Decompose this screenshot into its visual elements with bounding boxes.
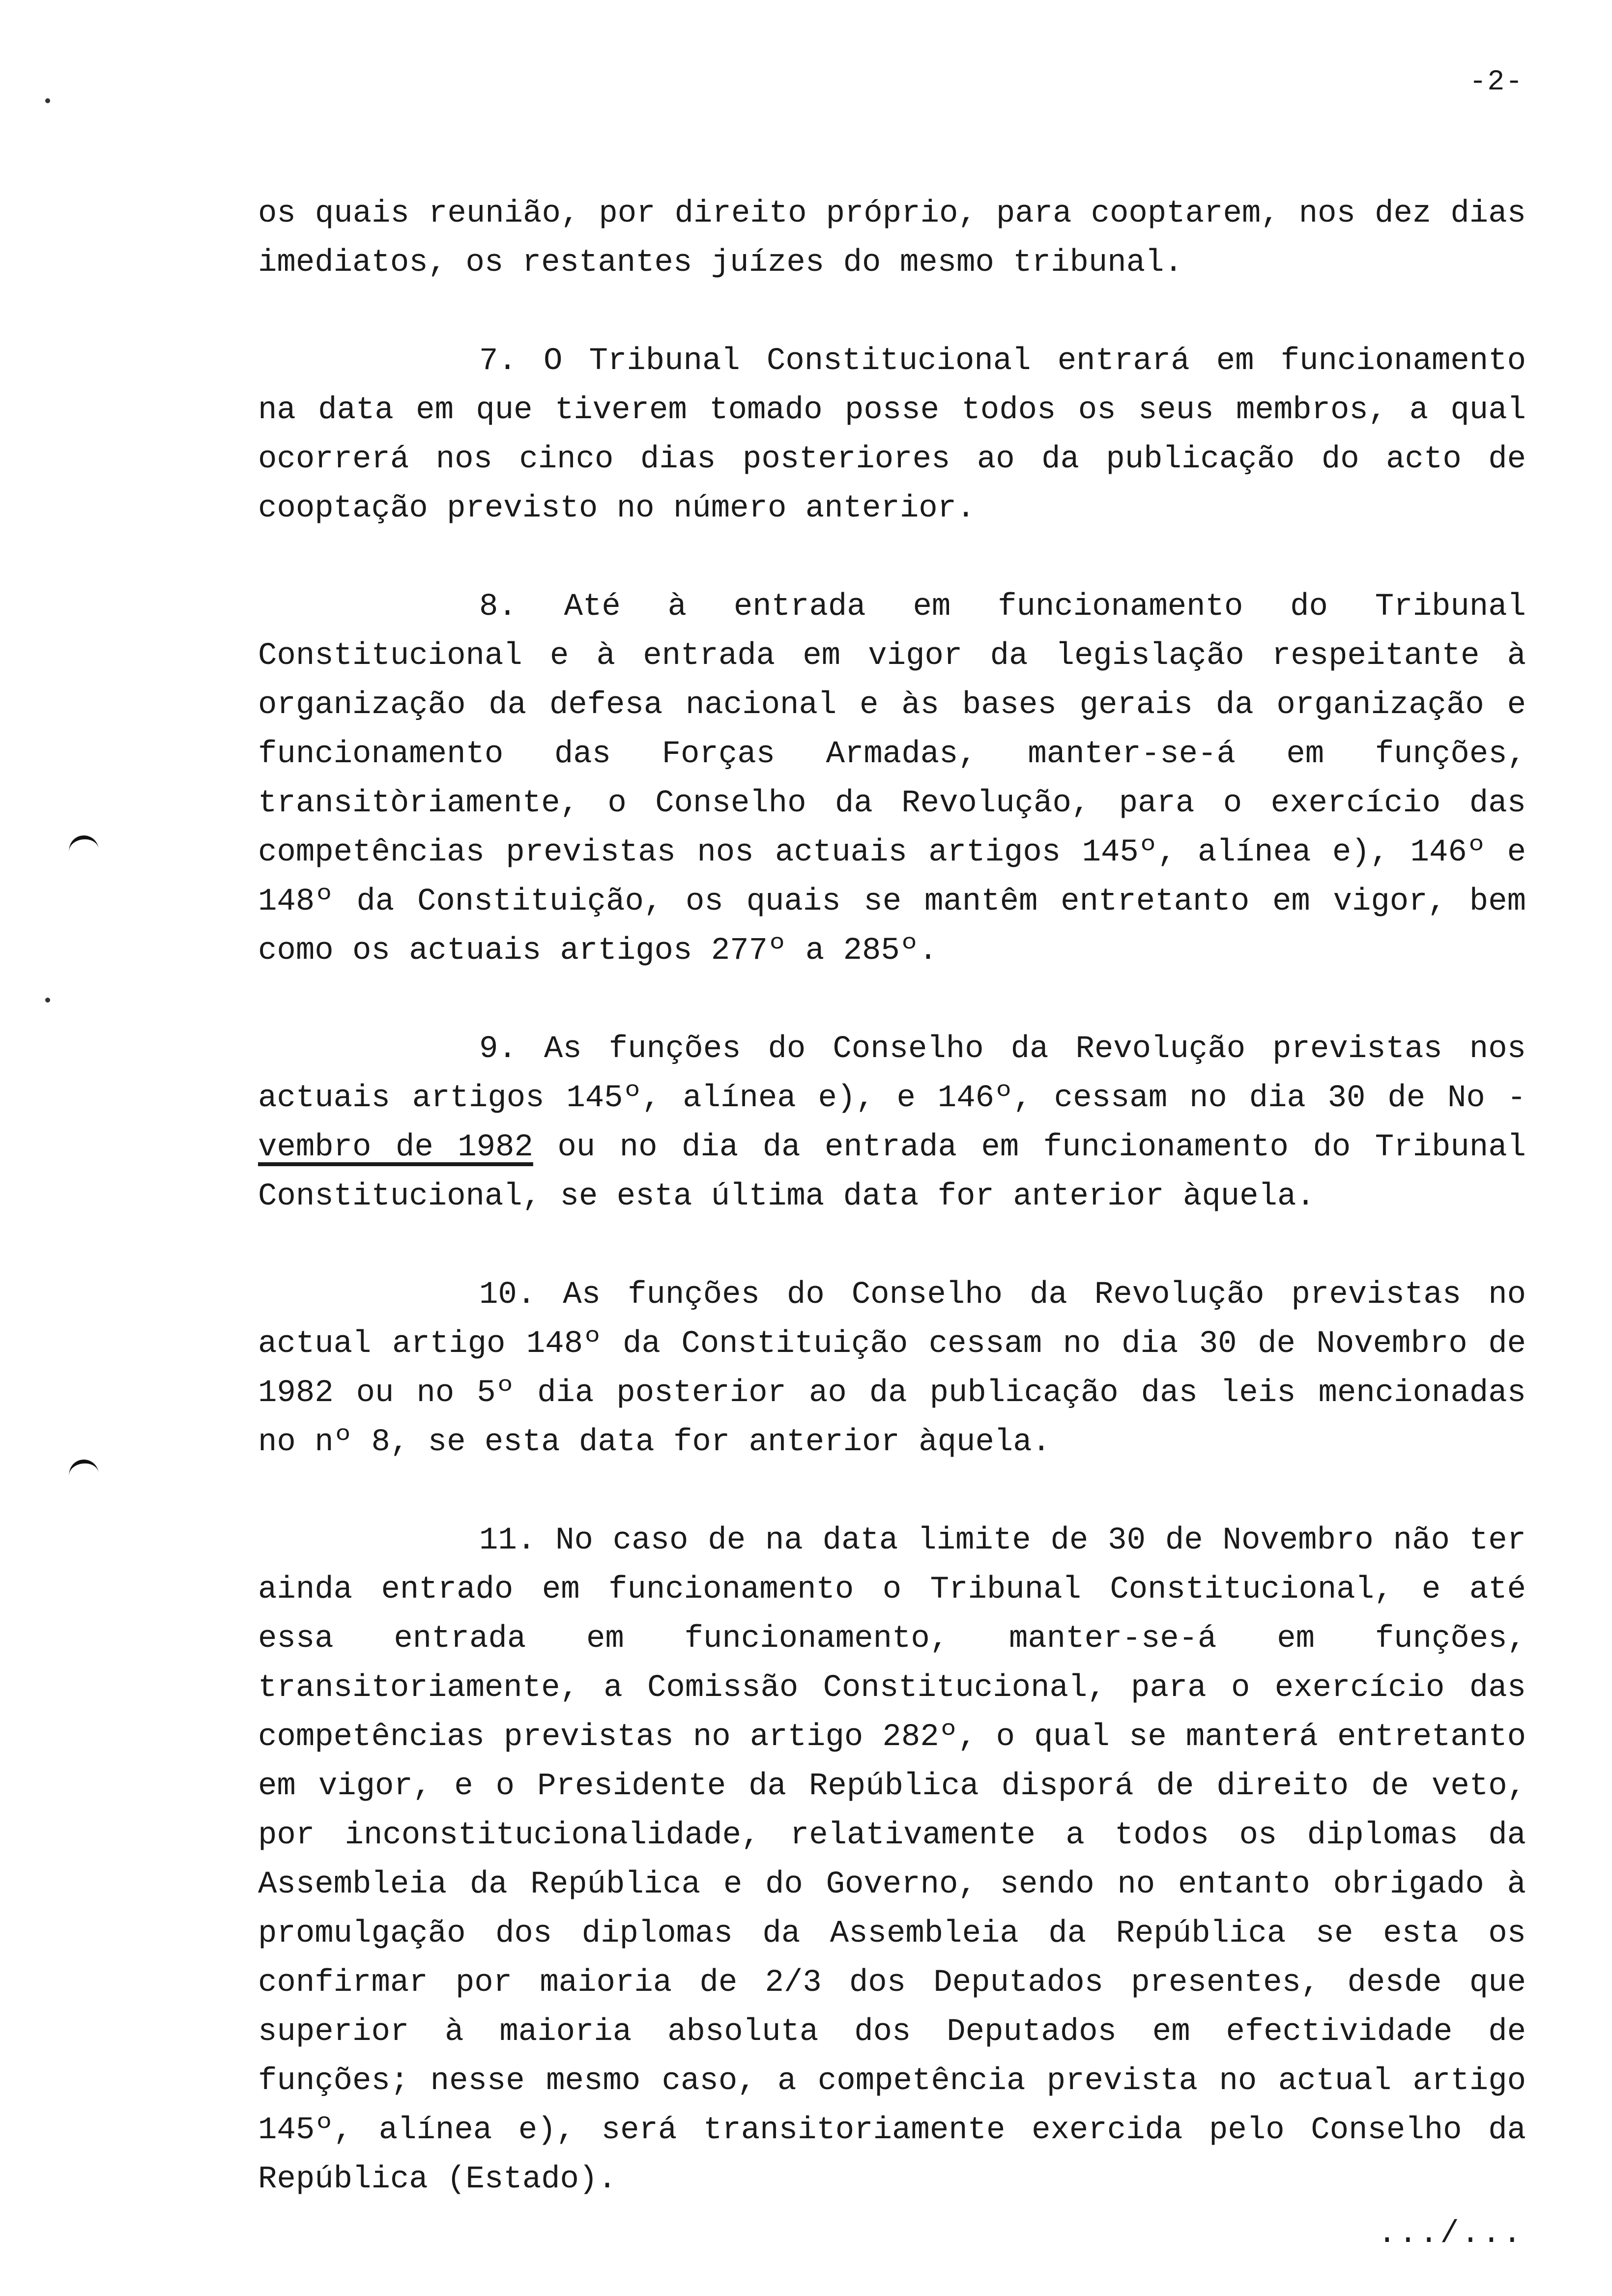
scan-speck: [45, 998, 50, 1003]
page-number: -2-: [1469, 66, 1524, 98]
continuation-marker: .../...: [1378, 2216, 1524, 2252]
paragraph-9: [258, 1025, 1526, 1221]
underlined-date: vembro de 1982: [258, 1130, 533, 1165]
paragraph-10: 10. As funções do Conselho da Revolução previstas no actual artigo 148º da Constituição cessam no dia 30 de Novembro de 1982 ou no 5º dia posterior ao da publicação das leis mencionadas no nº 8, se esta data for anterior àquela.: [258, 1277, 1526, 1460]
paragraph-9-start: 9. As funções do Conselho da Revolução previstas nos actuais artigos 145º, alínea e), e 146º, cessam no dia 30 de No -: [258, 1032, 1526, 1116]
paragraph-11: 11. No caso de na data limite de 30 de Novembro não ter ainda entrado em funcionamento o Tribunal Constitucional, e até essa entrada em funcionamento, manter-se-á em funções, transitoriamente, a Comissão Constitucional, para o exercício das competências previstas no artigo 282º, o qual se manterá entretanto em vigor, e o Presidente da República disporá de direito de veto, por inconstitucionalidade, relativamente a todos os diplomas da Assembleia da República e do Governo, sendo no entanto obrigado à promulgação dos diplomas da Assembleia da República se esta os confirmar por maioria de 2/3 dos Deputados presentes, desde que superior à maioria absoluta dos Deputados em efectividade de funções; nesse mesmo caso, a competência prevista no actual artigo 145º, alínea e), será transitoriamente exercida pelo Conselho da República (Estado).: [258, 1523, 1526, 2197]
margin-bracket-mark: [68, 834, 100, 861]
paragraph-6-continued: os quais reunião, por direito próprio, para cooptarem, nos dez dias imediatos, os restantes juízes do mesmo tribunal.: [258, 196, 1526, 281]
margin-bracket-mark: [68, 1458, 100, 1485]
scan-speck: [45, 98, 50, 103]
document-body: [258, 189, 1526, 2253]
paragraph-8: 8. Até à entrada em funcionamento do Tribunal Constitucional e à entrada em vigor da legislação respeitante à organização da defesa nacional e às bases gerais da organização e funcionamento das Forças Armadas, manter-se-á em funções, transitòriamente, o Conselho da Revolução, para o exercício das competências previstas nos actuais artigos 145º, alínea e), 146º e 148º da Constituição, os quais se mantêm entretanto em vigor, bem como os actuais artigos 277º a 285º.: [258, 589, 1526, 969]
paragraph-7: 7. O Tribunal Constitucional entrará em funcionamento na data em que tiverem tomado posse todos os seus membros, a qual ocorrerá nos cinco dias posteriores ao da publicação do acto de cooptação previsto no número anterior.: [258, 344, 1526, 526]
paragraph-9-end: ou no dia da entrada em funcionamento do Tribunal Constitucional, se esta última data for anterior àquela.: [258, 1130, 1526, 1214]
